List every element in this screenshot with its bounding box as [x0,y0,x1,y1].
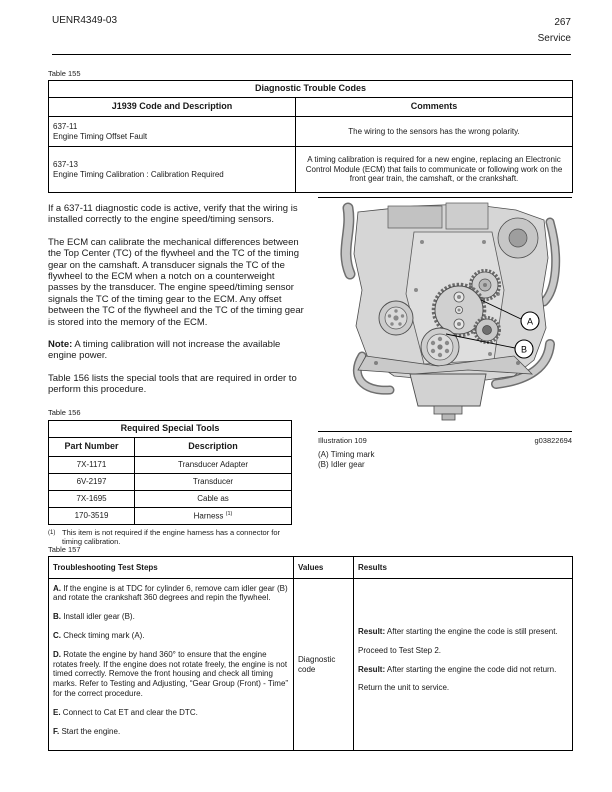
table-row [49,117,573,147]
table-row [49,147,573,193]
illustration-legend [318,450,572,470]
left-pulley [379,301,413,335]
footnote-reference: (1) [225,511,233,518]
test-step: F. Start the engine. [53,726,121,736]
table156-col1-header: Part Number [49,438,135,457]
test-steps-cell [49,579,294,751]
dtc-description: Engine Timing Calibration : Calibration Required [53,169,224,179]
troubleshooting-test-steps-table [48,556,573,751]
note-label: Note: [48,339,73,351]
body-paragraph: Table 156 lists the special tools that are required in order to perform this procedure. [48,372,297,396]
illustration-number: Illustration 109 [318,436,367,445]
table-row [49,491,292,508]
section-label: Service [537,33,571,44]
values-cell: Diagnostic code [294,579,354,751]
table155-title: Diagnostic Trouble Codes [49,81,573,98]
note-paragraph [48,339,304,362]
callout-b-letter: B [520,344,528,355]
note-text: A timing calibration will not increase the available engine power. [48,339,281,362]
page-number: 267 [554,17,571,28]
part-description: Cable as [135,491,292,508]
part-number: 6V-2197 [49,474,135,491]
crank-damper [421,328,459,366]
table-row [49,579,573,751]
test-step: D. Rotate the engine by hand 360° to ensure that the engine rotates freely. If the engine does not rotate freely, the engine is not timed correctly. Remove the front housing and check all timing marks. Refer to Testing and Adjusting, “Gear Group (Front) - Time” for the correct procedure. [53,649,289,698]
table-row [49,508,292,525]
result-item: Return the unit to service. [358,683,450,693]
diagnostic-trouble-codes-table [48,80,573,193]
part-number: 7X-1695 [49,491,135,508]
table155-col1-header: J1939 Code and Description [49,98,296,117]
table156-col2-header: Description [135,438,292,457]
part-description: Harness $^{(1)}$ [135,508,292,525]
test-step: A. If the engine is at TDC for cylinder 6, remove cam idler gear (B) and rotate the crankshaft 360 degrees and repin the flywheel. [53,583,288,603]
table157-col2-header: Values [294,557,354,579]
dtc-code: 637-13 [53,159,78,169]
engine-front-view-illustration [318,198,572,426]
body-paragraph: The ECM can calibrate the mechanical differences between the Top Center (TC) of the flywheel and the TC of the timing gear on the camshaft. A transducer signals the TC of the flywheel to the ECM when a notch on a counterweight passes by the transducer. The engine speed/timing sensor signals the TC of the timing gear to the ECM. Any offset between the TC of the flywheel and the TC of the timing gear is stored into the memory of the ECM. [48,236,304,328]
illustration-block [318,197,572,470]
test-step: E. Connect to Cat ET and clear the DTC. [53,707,198,717]
test-step: B. Install idler gear (B). [53,612,135,622]
footnote-text: This item is not required if the engine harness has a connector for timing calibration. [62,528,281,547]
required-special-tools-table [48,420,292,525]
table-row [49,457,292,474]
dtc-comment: The wiring to the sensors has the wrong polarity. [296,117,573,147]
result-item: Proceed to Test Step 2. [358,645,442,655]
table157-col1-header: Troubleshooting Test Steps [49,557,294,579]
page-header-right [538,15,571,47]
dtc-code-cell [49,117,296,147]
dtc-code-cell [49,147,296,193]
table156-label: Table 156 [48,407,81,417]
result-item: Result: After starting the engine the code is still present. [358,626,558,636]
test-step: C. Check timing mark (A). [53,631,145,640]
dtc-comment: A timing calibration is required for a new engine, replacing an Electronic Control Module (ECM) that fails to communicate or following work on the front gear train, the camshaft, or the crankshaft. [296,147,573,193]
body-paragraph: If a 637-11 diagnostic code is active, verify that the wiring is installed correctly to the engine speed/timing sensors. [48,203,298,226]
legend-item-b: (B) Idler gear [318,460,365,469]
illustration-figure-id: g03822694 [534,436,572,445]
part-description: Transducer Adapter [135,457,292,474]
table-row [49,474,292,491]
part-number: 7X-1171 [49,457,135,474]
dtc-code: 637-11 [53,121,78,131]
callout-a-letter: A [526,316,534,327]
part-number: 170-3519 [49,508,135,525]
part-description: Transducer [135,474,292,491]
illustration-bottom-rule [318,431,572,432]
result-item: Result: After starting the engine the code did not return. [358,664,557,674]
table155-col2-header: Comments [296,98,573,117]
legend-item-a: (A) Timing mark [318,450,375,459]
oil-pan [410,374,486,420]
header-rule [52,54,571,55]
table157-col3-header: Results [354,557,573,579]
body-text-column [48,203,304,546]
table155-label: Table 155 [48,69,81,78]
footnote-marker: (1) [48,530,56,537]
illustration-caption [318,436,572,445]
doc-number: UENR4349-03 [52,15,118,26]
table157-label: Table 157 [48,545,81,554]
dtc-description: Engine Timing Offset Fault [53,131,148,141]
results-cell [354,579,573,751]
table156-footnote [48,528,291,546]
table156-title: Required Special Tools [49,421,292,438]
